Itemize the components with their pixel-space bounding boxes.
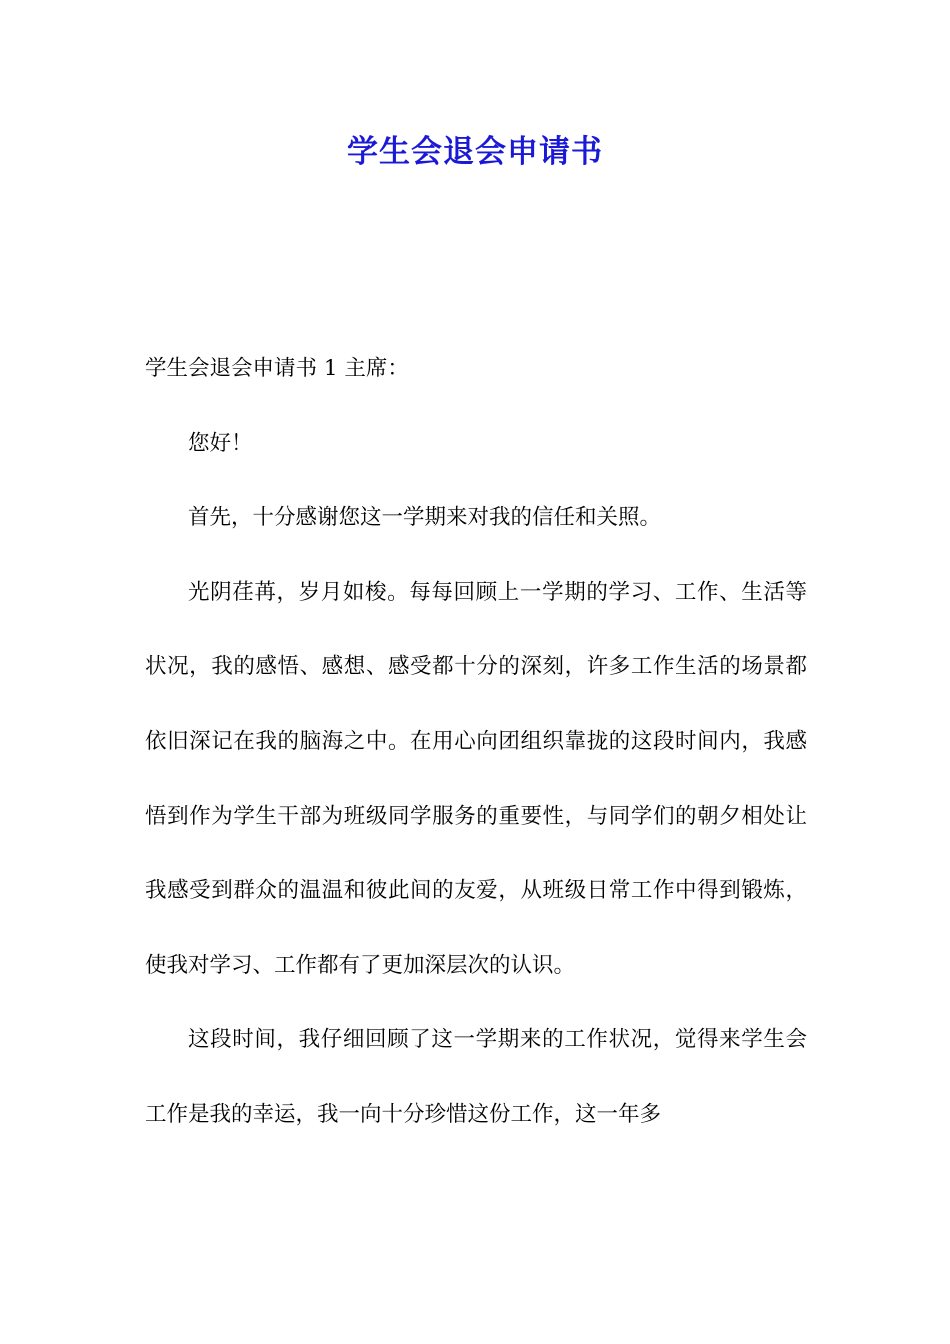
greeting-paragraph: 您好！ — [188, 430, 253, 456]
document-title: 学生会退会申请书 — [347, 134, 603, 170]
review-paragraph: 这段时间，我仔细回顾了这一学期来的工作状况，觉得来学生会工作是我的幸运，我一向十分珍惜这份工作，这一年多 — [145, 1027, 807, 1127]
salutation-line: 学生会退会申请书 1 主席： — [145, 356, 409, 381]
thanks-paragraph: 首先，十分感谢您这一学期来对我的信任和关照。 — [188, 505, 662, 531]
reflection-paragraph: 光阴荏苒，岁月如梭。每每回顾上一学期的学习、工作、生活等状况，我的感悟、感想、感受都十分的深刻，许多工作生活的场景都依旧深记在我的脑海之中。在用心向团组织靠拢的这段时间内，我感悟到作为学生干部为班级同学服务的重要性，与同学们的朝夕相处让我感受到群众的温温和彼此间的友爱，从班级日常工作中得到锻炼，使我对学习、工作都有了更加深层次的认识。 — [145, 579, 807, 978]
document-body — [145, 332, 807, 1153]
